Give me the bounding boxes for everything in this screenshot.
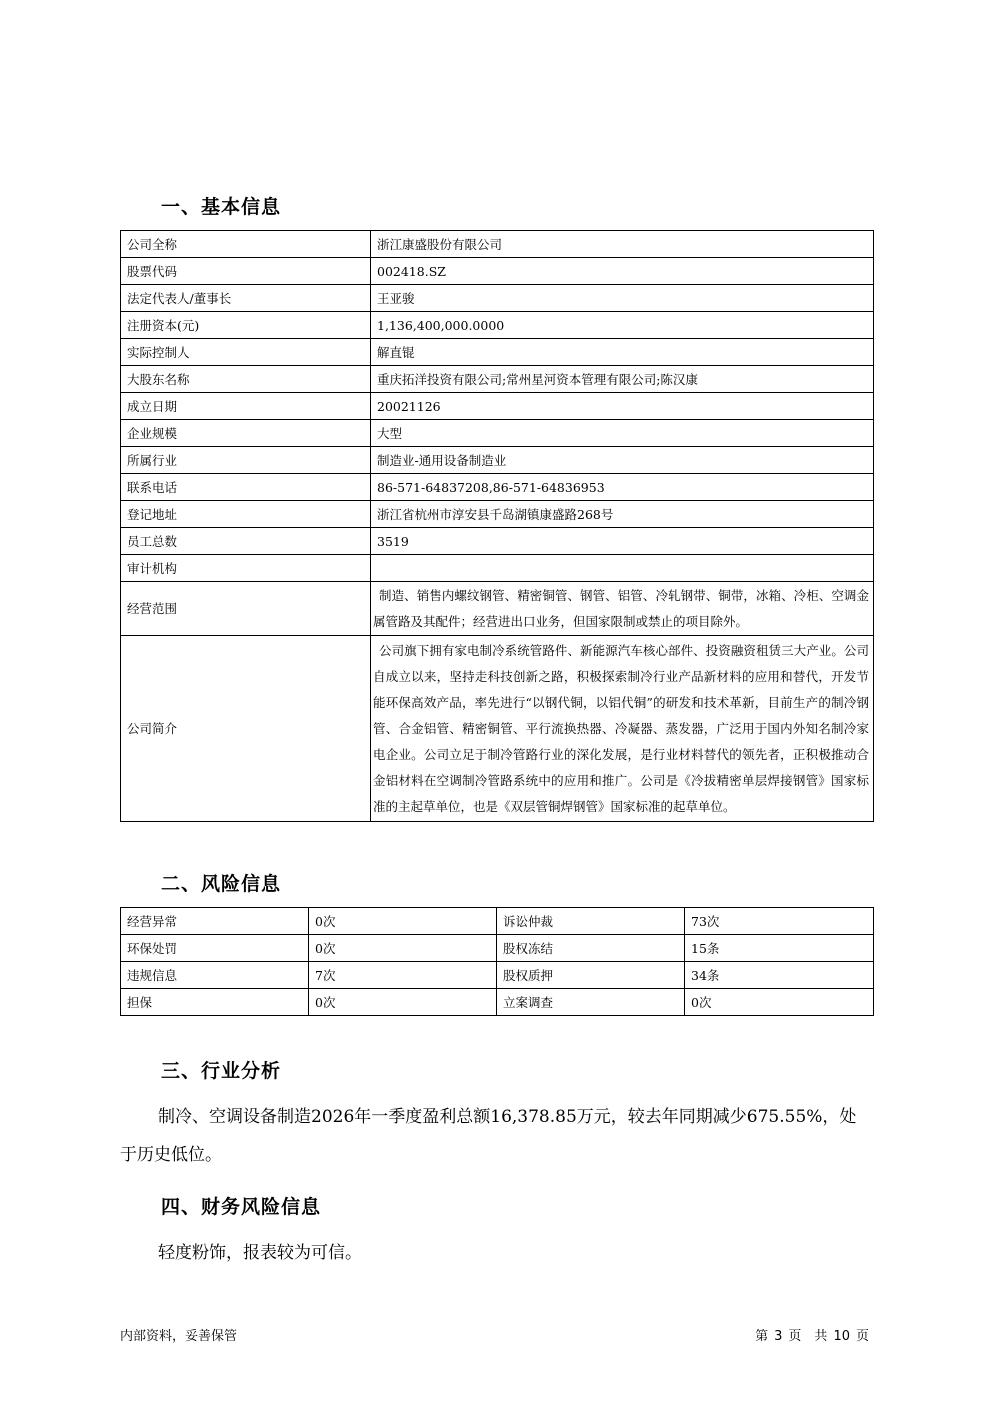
table-row (121, 258, 874, 285)
row-value: 3519 (371, 528, 874, 555)
page-mid: 页 共 (788, 1329, 828, 1344)
table-row (121, 989, 874, 1016)
footer-note: 内部资料，妥善保管 (120, 1329, 238, 1344)
table-row (121, 935, 874, 962)
table-row (121, 555, 874, 582)
table-row-scope (121, 582, 874, 636)
row-value: 002418.SZ (371, 258, 874, 285)
row-label: 法定代表人/董事长 (121, 285, 371, 312)
risk-value: 0次 (309, 935, 497, 962)
row-label: 实际控制人 (121, 339, 371, 366)
row-label: 成立日期 (121, 393, 371, 420)
risk-value: 34条 (685, 962, 874, 989)
row-label: 审计机构 (121, 555, 371, 582)
table-row (121, 366, 874, 393)
row-label: 登记地址 (121, 501, 371, 528)
risk-value: 0次 (309, 908, 497, 935)
row-label: 所属行业 (121, 447, 371, 474)
row-value: 大型 (371, 420, 874, 447)
table-row (121, 312, 874, 339)
row-value: 20021126 (371, 393, 874, 420)
risk-label: 环保处罚 (121, 935, 309, 962)
section-title-financial-risk: 四、财务风险信息 (161, 1196, 322, 1218)
table-row (121, 231, 874, 258)
row-label: 注册资本(元) (121, 312, 371, 339)
table-row (121, 501, 874, 528)
row-label: 大股东名称 (121, 366, 371, 393)
page-prefix: 第 (755, 1329, 769, 1344)
row-value (371, 555, 874, 582)
row-value: 浙江省杭州市淳安县千岛湖镇康盛路268号 (371, 501, 874, 528)
risk-value: 7次 (309, 962, 497, 989)
risk-label: 经营异常 (121, 908, 309, 935)
risk-value: 15条 (685, 935, 874, 962)
scope-label: 经营范围 (121, 582, 371, 636)
section-title-risk-info: 二、风险信息 (161, 873, 282, 895)
table-row (121, 393, 874, 420)
profile-value: 公司旗下拥有家电制冷系统管路件、新能源汽车核心部件、投资融资租赁三大产业。公司自成立以来，坚持走科技创新之路，积极探索制冷行业产品新材料的应用和替代，开发节能环保高效产品，率先进行“以钢代铜，以铝代铜”的研发和技术革新，目前生产的制冷钢管、合金铝管、精密铜管、平行流换热器、冷凝器、蒸发器，广泛用于国内外知名制冷家电企业。公司立足于制冷管路行业的深化发展，是行业材料替代的领先者，正积极推动合金铝材料在空调制冷管路系统中的应用和推广。公司是《冷拔精密单层焊接钢管》国家标准的主起草单位，也是《双层管铜焊钢管》国家标准的起草单位。 (371, 636, 874, 822)
page-suffix: 页 (855, 1329, 869, 1344)
section-title-industry-analysis: 三、行业分析 (161, 1060, 282, 1082)
row-value: 重庆拓洋投资有限公司;常州星河资本管理有限公司;陈汉康 (371, 366, 874, 393)
table-row (121, 528, 874, 555)
page-total: 10 (833, 1329, 850, 1344)
table-row (121, 420, 874, 447)
risk-info-table (120, 907, 874, 1016)
risk-label: 诉讼仲裁 (497, 908, 685, 935)
row-label: 企业规模 (121, 420, 371, 447)
row-value: 解直锟 (371, 339, 874, 366)
table-row (121, 447, 874, 474)
industry-analysis-text: 制冷、空调设备制造2026年一季度盈利总额16,378.85万元，较去年同期减少675.55%，处于历史低位。 (120, 1107, 857, 1165)
risk-label: 违规信息 (121, 962, 309, 989)
risk-value: 73次 (685, 908, 874, 935)
scope-value: 制造、销售内螺纹钢管、精密铜管、钢管、铝管、冷轧钢带、铜带，冰箱、冷柜、空调金属管路及其配件；经营进出口业务，但国家限制或禁止的项目除外。 (371, 582, 874, 636)
page-current: 3 (774, 1329, 783, 1344)
row-label: 股票代码 (121, 258, 371, 285)
table-row (121, 474, 874, 501)
risk-label: 立案调查 (497, 989, 685, 1016)
row-value: 王亚骏 (371, 285, 874, 312)
row-value: 86-571-64837208,86-571-64836953 (371, 474, 874, 501)
row-value: 制造业-通用设备制造业 (371, 447, 874, 474)
table-row (121, 962, 874, 989)
risk-value: 0次 (309, 989, 497, 1016)
table-row (121, 908, 874, 935)
table-row-profile (121, 636, 874, 822)
table-row (121, 285, 874, 312)
basic-info-table (120, 230, 874, 822)
row-label: 联系电话 (121, 474, 371, 501)
financial-risk-text: 轻度粉饰，报表较为可信。 (158, 1243, 362, 1263)
risk-value: 0次 (685, 989, 874, 1016)
section-title-basic-info: 一、基本信息 (161, 196, 282, 218)
row-value: 1,136,400,000.0000 (371, 312, 874, 339)
row-label: 公司全称 (121, 231, 371, 258)
risk-label: 股权质押 (497, 962, 685, 989)
profile-label: 公司简介 (121, 636, 371, 822)
page-number (752, 1325, 872, 1344)
risk-label: 担保 (121, 989, 309, 1016)
risk-label: 股权冻结 (497, 935, 685, 962)
row-value: 浙江康盛股份有限公司 (371, 231, 874, 258)
table-row (121, 339, 874, 366)
row-label: 员工总数 (121, 528, 371, 555)
